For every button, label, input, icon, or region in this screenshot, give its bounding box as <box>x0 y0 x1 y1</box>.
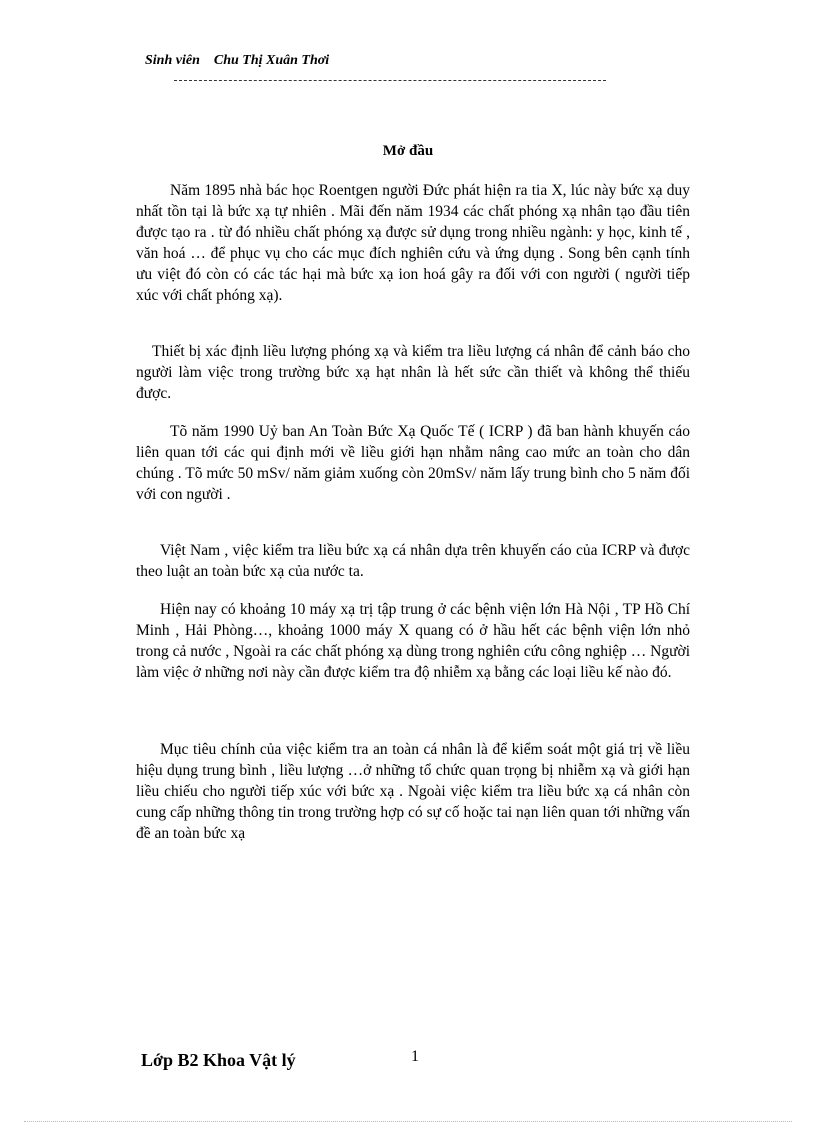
paragraph-current-situation: Hiện nay có khoảng 10 máy xạ trị tập trung ở các bệnh viện lớn Hà Nội , TP Hồ Chí Minh , Hải Phòng…, khoảng 1000 máy X quang có ở hầu hết các bệnh viện lớn nhỏ trong cả nước , Ngoài ra các chất phóng xạ dùng trong nghiên cứu công nghiệp … Người làm việc ở những nơi này cần được kiểm tra độ nhiễm xạ bằng các loại liều kế nào đó. <box>136 601 690 681</box>
header-author-name: Chu Thị Xuân Thơi <box>213 53 330 68</box>
paragraph-main-objective: Mục tiêu chính của việc kiểm tra an toàn cá nhân là để kiểm soát một giá trị về liều hiệu dụng trung bình , liều lượng …ở những tổ chức quan trọng bị nhiễm xạ và giới hạn liều chiếu cho người tiếp xúc với bức xạ . Ngoài việc kiểm tra liều bức xạ cá nhân còn cung cấp những thông tin trong trường hợp có sự cố hoặc tai nạn liên quan tới những vấn đề an toàn bức xạ <box>136 741 690 842</box>
header-role-label: Sinh viên <box>145 53 200 68</box>
paragraph-vietnam: Việt Nam , việc kiểm tra liều bức xạ cá nhân dựa trên khuyến cáo của ICRP và được theo luật an toàn bức xạ của nước ta. <box>136 542 690 580</box>
page-header <box>145 53 329 69</box>
document-title: Mở đầu <box>382 143 434 159</box>
page-bottom-edge <box>24 1121 792 1122</box>
header-divider <box>174 80 606 81</box>
page-number: 1 <box>411 1048 419 1065</box>
paragraph-dosimetry-equipment: Thiết bị xác định liều lượng phóng xạ và kiểm tra liều lượng cá nhân để cảnh báo cho người làm việc trong trường bức xạ hạt nhân là hết sức cần thiết và không thể thiếu được. <box>136 343 690 402</box>
paragraph-history: Năm 1895 nhà bác học Roentgen người Đức phát hiện ra tia X, lúc này bức xạ duy nhất tồn tại là bức xạ tự nhiên . Mãi đến năm 1934 các chất phóng xạ nhân tạo đầu tiên được tạo ra . từ đó nhiều chất phóng xạ được sử dụng trong nhiều ngành: y học, kinh tế , văn hoá … để phục vụ cho các mục đích nghiên cứu và ứng dụng . Song bên cạnh tính ưu việt đó còn có các tác hại mà bức xạ ion hoá gây ra đối với con người ( người tiếp xúc với chất phóng xạ). <box>136 182 690 304</box>
footer-class-label: Lớp B2 Khoa Vật lý <box>141 1050 296 1070</box>
paragraph-icrp-recommendation: Tõ năm 1990 Uỷ ban An Toàn Bức Xạ Quốc Tế ( ICRP ) đã ban hành khuyến cáo liên quan tới các qui định mới về liều giới hạn nhằm nâng cao mức an toàn cho dân chúng . Tõ mức 50 mSv/ năm giảm xuống còn 20mSv/ năm lấy trung bình cho 5 năm đối với con người . <box>136 423 690 503</box>
